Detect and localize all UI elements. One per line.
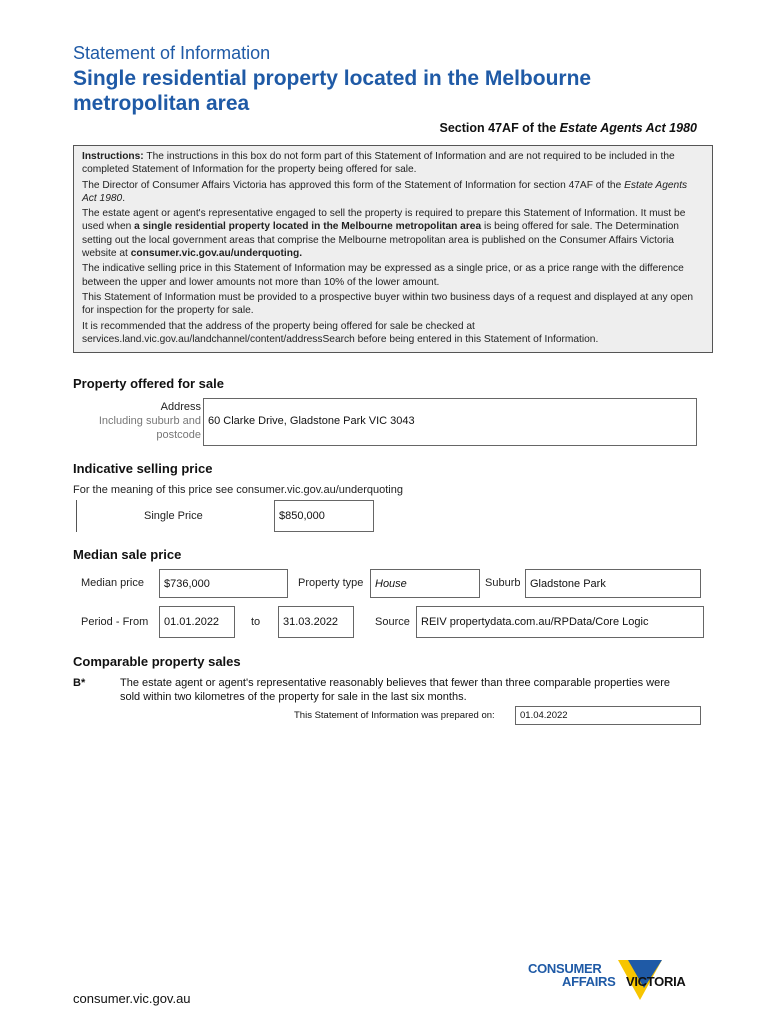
instructions-p3-a: The estate agent or agent's representative engaged to sell the property is required to prepare this Statement of Information. It must be used when	[82, 208, 686, 233]
document-label: Statement of Information	[73, 43, 271, 63]
period-from-label: Period - From	[81, 616, 149, 628]
instructions-p1	[82, 150, 704, 177]
comparable-text: The estate agent or agent's representative reasonably believes that fewer than three comparable properties were sold within two kilometres of the property for sale in the last six months.	[120, 677, 670, 703]
prepared-on-field[interactable]: 01.04.2022	[515, 706, 701, 725]
period-to-label: to	[251, 616, 261, 628]
instructions-p2	[82, 179, 704, 206]
property-type-label: Property type	[298, 577, 364, 589]
indicative-heading: Indicative selling price	[73, 461, 213, 476]
indicative-note: For the meaning of this price see consumer.vic.gov.au/underquoting	[73, 484, 403, 496]
logo-line-2: AFFAIRS	[562, 974, 616, 989]
source-field[interactable]: REIV propertydata.com.au/RPData/Core Logic	[416, 606, 704, 638]
property-type-field[interactable]: House	[370, 569, 480, 598]
prepared-on-label: This Statement of Information was prepared on:	[294, 710, 495, 721]
suburb-label: Suburb	[485, 577, 521, 589]
instructions-p2-end: .	[122, 192, 126, 204]
instructions-p3-b: is being offered for sale. The Determination setting out the local government areas that comprise the Melbourne metropolitan area is published on the Consumer Affairs Victoria website at	[82, 221, 679, 260]
instructions-p5: This Statement of Information must be provided to a prospective buyer within two business days of a request and displayed at any open for inspection for the property for sale.	[82, 291, 694, 317]
consumer-affairs-victoria-logo	[528, 958, 708, 1006]
logo-line-1: CONSUMER	[528, 961, 602, 976]
divider	[76, 500, 77, 532]
instructions-box	[73, 145, 713, 353]
section-reference	[440, 121, 697, 135]
single-price-label: Single Price	[144, 510, 203, 522]
property-heading: Property offered for sale	[73, 376, 224, 391]
source-label: Source	[375, 616, 410, 628]
comparable-heading: Comparable property sales	[73, 654, 241, 669]
document-title: Single residential property located in the Melbourne metropolitan area	[73, 67, 592, 115]
median-heading: Median sale price	[73, 547, 182, 562]
address-label: Address	[160, 401, 201, 413]
instructions-p2-text: The Director of Consumer Affairs Victoria has approved this form of the Statement of Information for section 47AF of the	[82, 179, 625, 191]
median-price-field[interactable]: $736,000	[159, 569, 288, 598]
instructions-p3-link: consumer.vic.gov.au/underquoting.	[130, 248, 303, 260]
instructions-p3	[82, 207, 704, 260]
comparable-option: B*	[73, 677, 86, 689]
instructions-p1-text: The instructions in this box do not form part of this Statement of Information and are not required to be included in the completed Statement of Information for the property being offered for sale.	[82, 151, 675, 176]
instructions-p6: It is recommended that the address of the property being offered for sale be checked at services.land.vic.gov.au/landchannel/content/addressSearch before being entered in this Statement of Information.	[82, 320, 599, 345]
logo-line-3: VICTORIA	[626, 974, 686, 989]
section-prefix: Section 47AF of the	[439, 121, 560, 135]
median-price-label: Median price	[81, 577, 144, 589]
single-price-field[interactable]: $850,000	[274, 500, 374, 532]
period-to-field[interactable]: 31.03.2022	[278, 606, 354, 638]
address-sublabel-2: postcode	[156, 429, 201, 441]
suburb-field[interactable]: Gladstone Park	[525, 569, 701, 598]
address-sublabel-1: Including suburb and	[98, 415, 201, 427]
address-label-block	[73, 400, 201, 442]
instructions-p2-act: Estate Agents Act 1980	[82, 179, 688, 204]
footer-url: consumer.vic.gov.au	[73, 991, 191, 1006]
period-from-field[interactable]: 01.01.2022	[159, 606, 235, 638]
instructions-heading: Instructions:	[82, 151, 144, 162]
instructions-p3-bold: a single residential property located in the Melbourne metropolitan area	[134, 221, 482, 233]
address-field[interactable]: 60 Clarke Drive, Gladstone Park VIC 3043	[203, 398, 697, 446]
instructions-p4: The indicative selling price in this Statement of Information may be expressed as a single price, or as a price range with the difference between the upper and lower amounts not more than 10% of the lower amount.	[82, 263, 684, 288]
section-act: Estate Agents Act 1980	[559, 121, 697, 135]
